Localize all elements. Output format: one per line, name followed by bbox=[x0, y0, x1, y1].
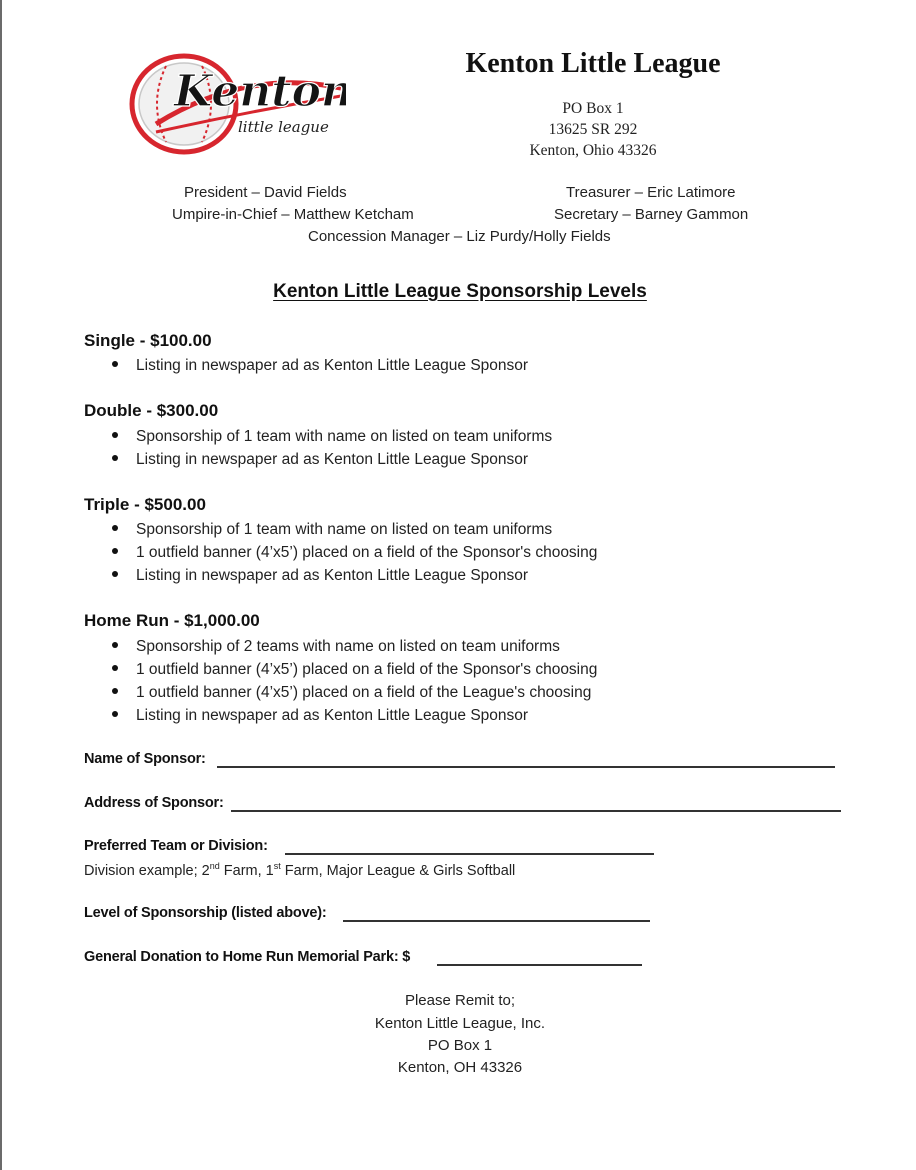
address-line-1: PO Box 1 bbox=[562, 100, 624, 117]
officer-treasurer: Treasurer – Eric Latimore bbox=[566, 184, 736, 201]
level-home-run-benefit: Sponsorship of 2 teams with name on listed on team uniforms bbox=[112, 638, 560, 656]
organization-title: Kenton Little League bbox=[465, 48, 721, 79]
baseball-logo-icon bbox=[126, 48, 346, 158]
division-example-note: Division example; 2nd Farm, 1st Farm, Major League & Girls Softball bbox=[84, 861, 516, 879]
bullet-icon bbox=[112, 455, 118, 461]
level-triple-benefit: 1 outfield banner (4’x5’) placed on a field of the Sponsor's choosing bbox=[112, 544, 597, 562]
bullet-icon bbox=[112, 432, 118, 438]
sponsorship-level-field[interactable] bbox=[343, 920, 650, 922]
level-single-heading: Single - $100.00 bbox=[84, 331, 212, 350]
level-double-benefit: Sponsorship of 1 team with name on listed on team uniforms bbox=[112, 428, 552, 446]
sponsorship-levels-title: Kenton Little League Sponsorship Levels bbox=[273, 281, 647, 302]
preferred-team-label: Preferred Team or Division: bbox=[84, 838, 268, 854]
general-donation-label: General Donation to Home Run Memorial Park: $ bbox=[84, 949, 411, 965]
level-triple-heading: Triple - $500.00 bbox=[84, 495, 206, 514]
remit-line-3: PO Box 1 bbox=[427, 1037, 493, 1054]
officer-secretary: Secretary – Barney Gammon bbox=[554, 206, 749, 223]
address-line-2: 13625 SR 292 bbox=[548, 121, 638, 138]
sponsor-address-label: Address of Sponsor: bbox=[84, 795, 224, 811]
bullet-icon bbox=[112, 548, 118, 554]
bullet-icon bbox=[112, 361, 118, 367]
level-triple-benefit: Sponsorship of 1 team with name on listed on team uniforms bbox=[112, 521, 552, 539]
sponsorship-level-label: Level of Sponsorship (listed above): bbox=[84, 905, 327, 921]
svg-text:Kenton: Kenton bbox=[174, 66, 346, 117]
officer-concession: Concession Manager – Liz Purdy/Holly Fields bbox=[308, 228, 611, 245]
officer-president: President – David Fields bbox=[184, 184, 347, 201]
bullet-icon bbox=[112, 665, 118, 671]
bullet-icon bbox=[112, 571, 118, 577]
sponsor-name-label: Name of Sponsor: bbox=[84, 751, 206, 767]
kenton-little-league-logo bbox=[126, 48, 346, 158]
preferred-team-field[interactable] bbox=[285, 853, 654, 855]
officer-umpire: Umpire-in-Chief – Matthew Ketcham bbox=[172, 206, 414, 223]
svg-text:little league: little league bbox=[238, 118, 329, 136]
level-triple-benefit: Listing in newspaper ad as Kenton Little League Sponsor bbox=[112, 567, 528, 585]
level-home-run-benefit: Listing in newspaper ad as Kenton Little League Sponsor bbox=[112, 707, 528, 725]
sponsor-address-field[interactable] bbox=[231, 810, 841, 812]
bullet-icon bbox=[112, 642, 118, 648]
bullet-icon bbox=[112, 688, 118, 694]
bullet-icon bbox=[112, 525, 118, 531]
sponsor-name-field[interactable] bbox=[217, 766, 835, 768]
remit-line-2: Kenton Little League, Inc. bbox=[374, 1015, 546, 1032]
level-double-benefit: Listing in newspaper ad as Kenton Little League Sponsor bbox=[112, 451, 528, 469]
bullet-icon bbox=[112, 711, 118, 717]
level-home-run-benefit: 1 outfield banner (4’x5’) placed on a field of the League's choosing bbox=[112, 684, 591, 702]
remit-line-1: Please Remit to; bbox=[404, 992, 516, 1009]
level-double-heading: Double - $300.00 bbox=[84, 401, 219, 420]
address-line-3: Kenton, Ohio 43326 bbox=[529, 142, 657, 159]
remit-line-4: Kenton, OH 43326 bbox=[397, 1059, 523, 1076]
level-single-benefit: Listing in newspaper ad as Kenton Little League Sponsor bbox=[112, 357, 528, 375]
level-home-run-benefit: 1 outfield banner (4’x5’) placed on a field of the Sponsor's choosing bbox=[112, 661, 597, 679]
level-home-run-heading: Home Run - $1,000.00 bbox=[84, 611, 260, 630]
general-donation-field[interactable] bbox=[437, 964, 642, 966]
